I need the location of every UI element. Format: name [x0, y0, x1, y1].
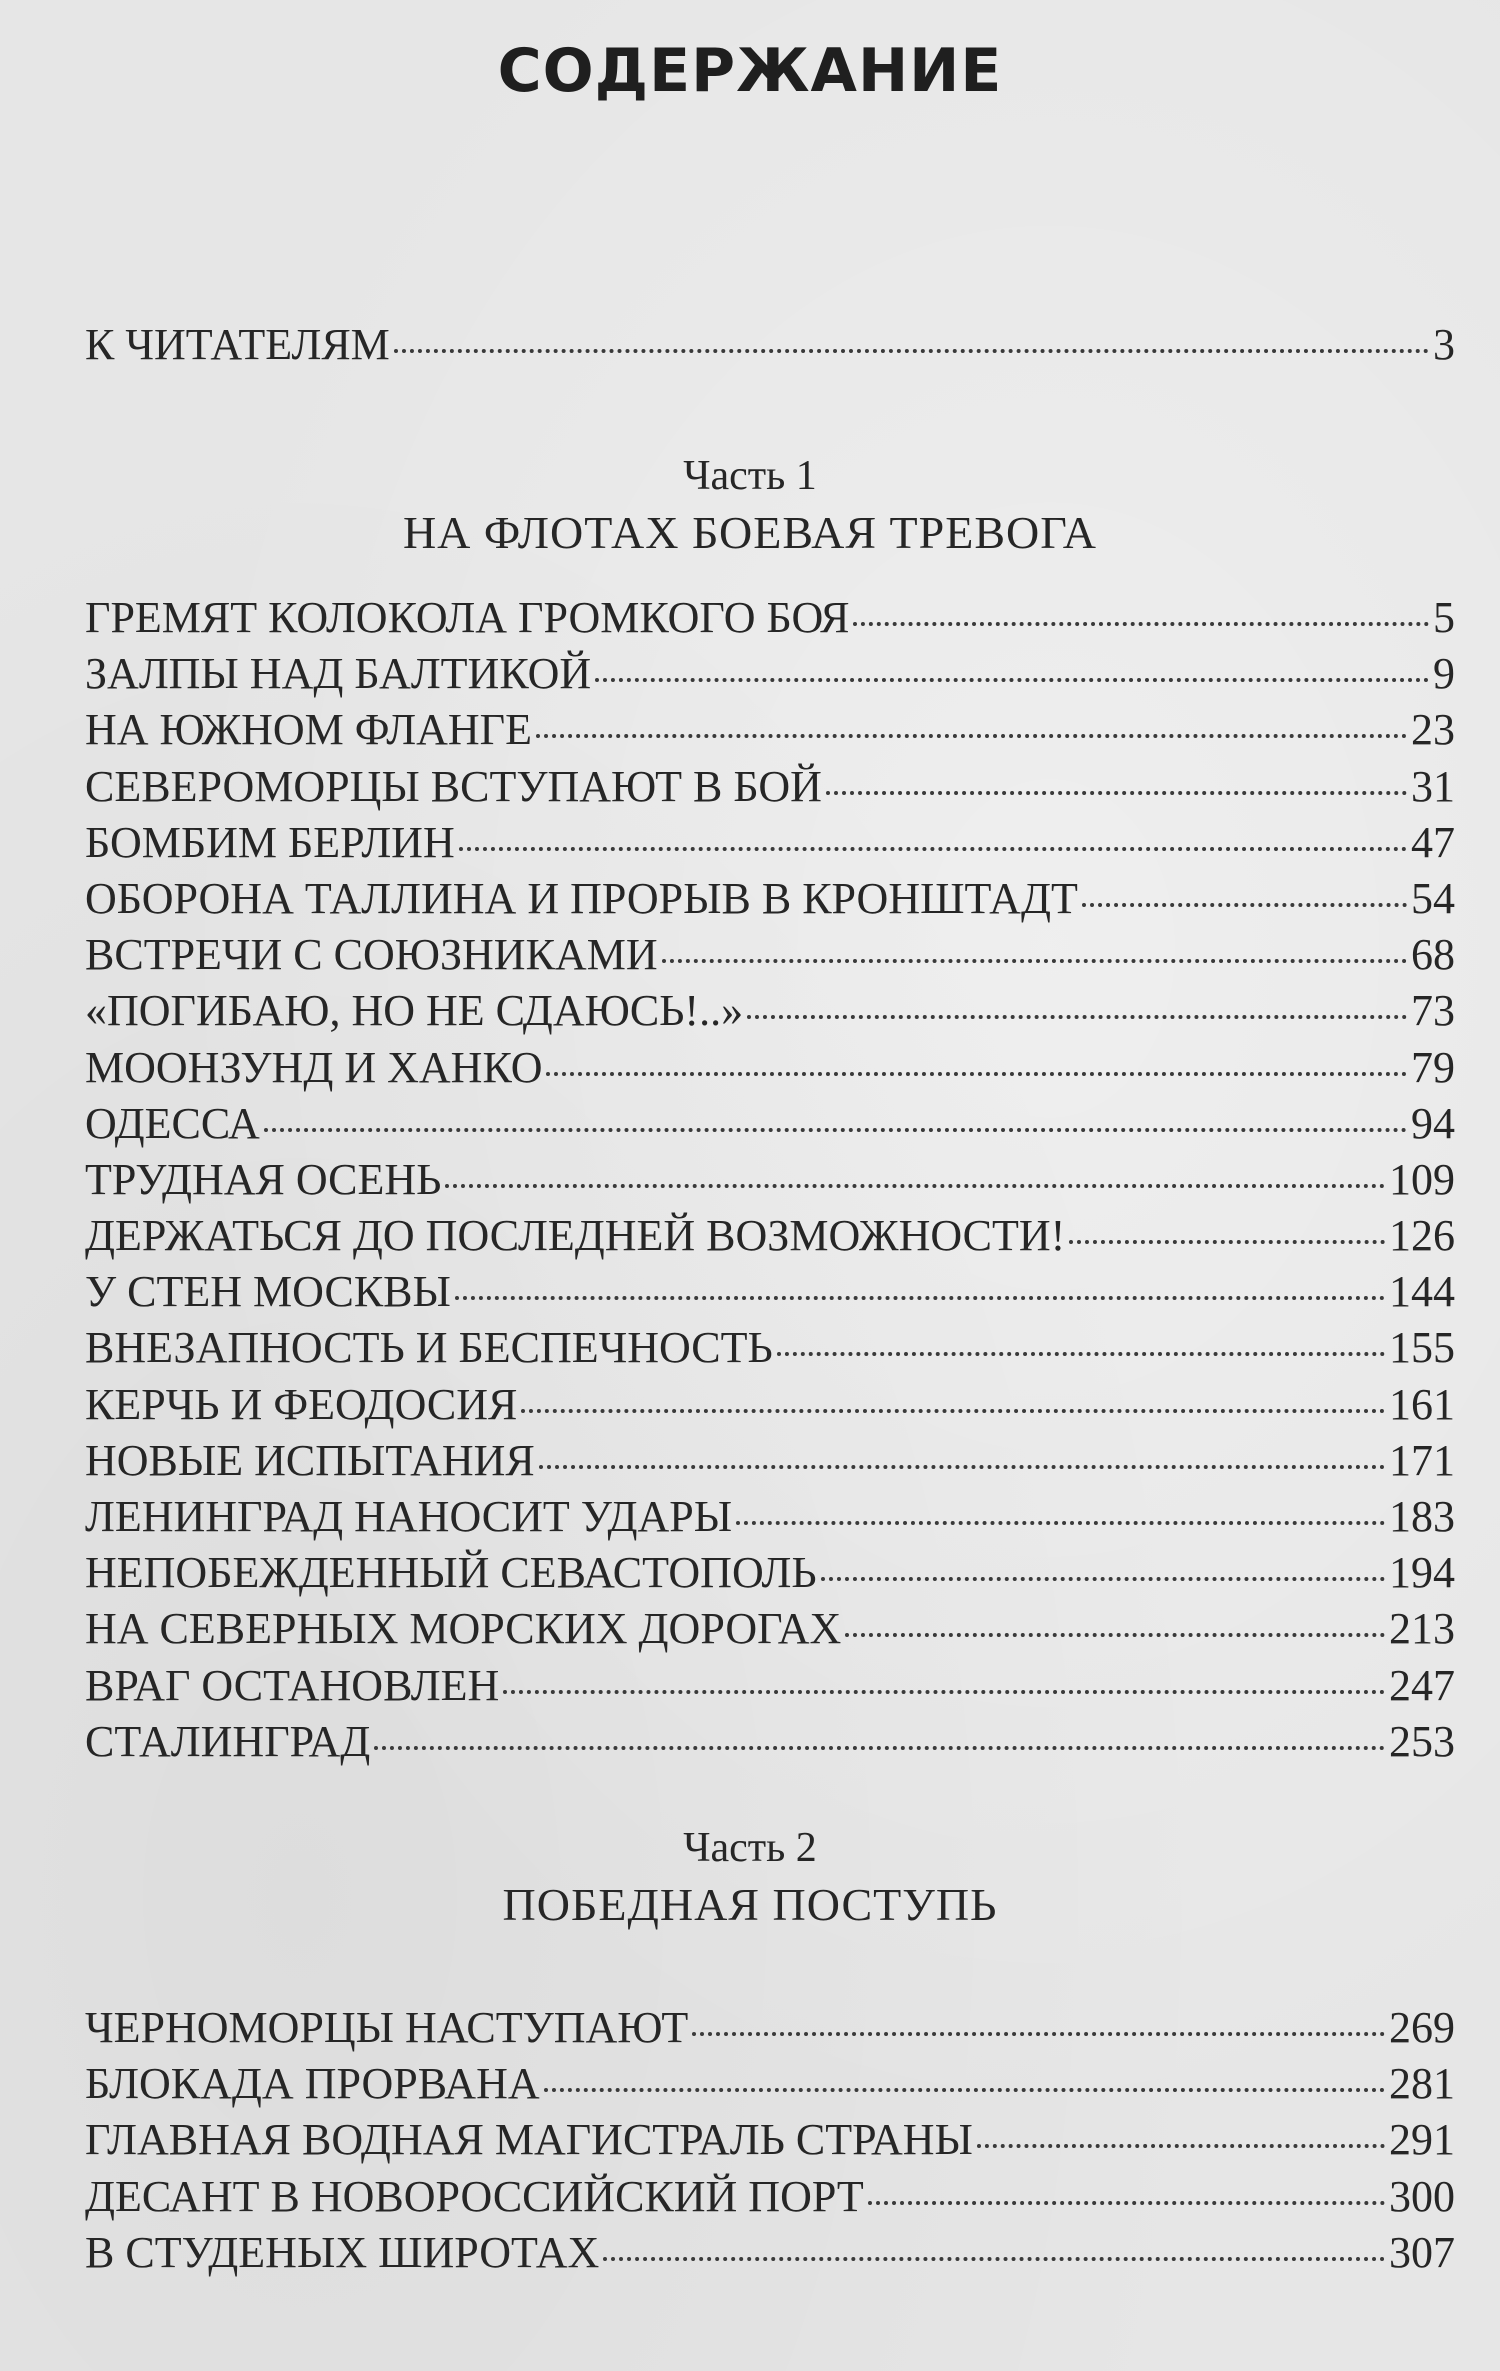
part-1-title: НА ФЛОТАХ БОЕВАЯ ТРЕВОГА — [402, 507, 1098, 558]
toc-entry[interactable] — [85, 1208, 1455, 1264]
toc-entry-page: 126 — [1389, 1211, 1455, 1261]
toc-entry[interactable] — [85, 1320, 1455, 1376]
toc-entry-title: К ЧИТАТЕЛЯМ — [85, 320, 390, 369]
toc-entry[interactable] — [85, 1433, 1455, 1489]
toc-entry[interactable] — [85, 759, 1455, 815]
toc-entry-page: 109 — [1389, 1154, 1455, 1204]
dot-leader — [603, 2257, 1385, 2261]
toc-entry-title: ВНЕЗАПНОСТЬ И БЕСПЕЧНОСТЬ — [85, 1323, 773, 1373]
toc-entry-page: 79 — [1411, 1042, 1455, 1092]
part-1-header — [0, 448, 1500, 562]
toc-entry-title: СТАЛИНГРАД — [85, 1716, 371, 1766]
toc-entry-title: ДЕРЖАТЬСЯ ДО ПОСЛЕДНЕЙ ВОЗМОЖНОСТИ! — [85, 1211, 1066, 1261]
toc-entry-page: 23 — [1411, 705, 1455, 755]
dot-leader — [546, 1072, 1407, 1076]
toc-entry-title: БЛОКАДА ПРОРВАНА — [85, 2059, 540, 2109]
dot-leader — [445, 1184, 1385, 1188]
toc-entry[interactable] — [85, 590, 1455, 646]
part-2-entries — [85, 2000, 1455, 2281]
toc-entry[interactable] — [85, 1601, 1455, 1657]
dot-leader — [544, 2088, 1385, 2092]
dot-leader — [1082, 903, 1407, 907]
dot-leader — [662, 959, 1407, 963]
dot-leader — [264, 1128, 1407, 1132]
dot-leader — [868, 2201, 1385, 2205]
toc-entry[interactable] — [85, 1658, 1455, 1714]
dot-leader — [853, 622, 1429, 626]
dot-leader — [455, 1296, 1385, 1300]
dot-leader — [459, 847, 1407, 851]
toc-entry[interactable] — [85, 702, 1455, 758]
toc-entry-title: У СТЕН МОСКВЫ — [85, 1267, 451, 1317]
dot-leader — [977, 2144, 1385, 2148]
dot-leader — [747, 1015, 1407, 1019]
dot-leader — [503, 1690, 1385, 1694]
toc-entry-page: 171 — [1389, 1435, 1455, 1485]
toc-entry-page: 247 — [1389, 1660, 1455, 1710]
toc-entry-page: 144 — [1389, 1267, 1455, 1317]
toc-entry-title: СЕВЕРОМОРЦЫ ВСТУПАЮТ В БОЙ — [85, 761, 822, 811]
toc-entry-page: 3 — [1433, 320, 1455, 369]
toc-entry[interactable] — [85, 1040, 1455, 1096]
toc-entry-title: НОВЫЕ ИСПЫТАНИЯ — [85, 1435, 535, 1485]
dot-leader — [595, 678, 1429, 682]
part-1-label: Часть 1 — [683, 453, 817, 499]
dot-leader — [821, 1577, 1385, 1581]
toc-entry-title: ВРАГ ОСТАНОВЛЕН — [85, 1660, 500, 1710]
toc-entry[interactable] — [85, 2000, 1455, 2056]
toc-entry-page: 73 — [1411, 986, 1455, 1036]
toc-entry-page: 161 — [1389, 1379, 1455, 1429]
toc-entry-title: БОМБИМ БЕРЛИН — [85, 817, 455, 867]
toc-entry-title: ТРУДНАЯ ОСЕНЬ — [85, 1154, 442, 1204]
toc-entry-title: НЕПОБЕЖДЕННЫЙ СЕВАСТОПОЛЬ — [85, 1548, 817, 1598]
toc-entry-title: ЗАЛПЫ НАД БАЛТИКОЙ — [85, 649, 592, 699]
toc-entry-page: 291 — [1389, 2115, 1455, 2165]
toc-entry-page: 307 — [1389, 2227, 1455, 2277]
dot-leader — [521, 1409, 1385, 1413]
toc-entry[interactable] — [85, 1152, 1455, 1208]
toc-entry-page: 213 — [1389, 1604, 1455, 1654]
toc-entry-page: 194 — [1389, 1548, 1455, 1598]
toc-entry-title: ОДЕССА — [85, 1098, 260, 1148]
toc-entry-title: ЛЕНИНГРАД НАНОСИТ УДАРЫ — [85, 1492, 733, 1541]
toc-entry-page: 31 — [1411, 761, 1455, 811]
toc-entry-title: МООНЗУНД И ХАНКО — [85, 1042, 543, 1092]
toc-entry-title: ЧЕРНОМОРЦЫ НАСТУПАЮТ — [85, 2003, 689, 2052]
toc-entry-page: 68 — [1411, 930, 1455, 980]
dot-leader — [845, 1633, 1385, 1637]
toc-entry[interactable] — [85, 2225, 1455, 2281]
toc-entry[interactable] — [85, 317, 1455, 373]
toc-entry[interactable] — [85, 2056, 1455, 2112]
toc-entry-page: 253 — [1389, 1716, 1455, 1766]
toc-entry-page: 269 — [1389, 2003, 1455, 2052]
toc-entry-page: 300 — [1389, 2171, 1455, 2221]
part-2-label: Часть 2 — [683, 1825, 817, 1871]
toc-entry[interactable] — [85, 2169, 1455, 2225]
toc-entry-page: 9 — [1433, 649, 1455, 699]
toc-entry-title: ДЕСАНТ В НОВОРОССИЙСКИЙ ПОРТ — [85, 2171, 864, 2221]
toc-entry-page: 54 — [1411, 873, 1455, 923]
toc-entry-page: 47 — [1411, 817, 1455, 867]
toc-entry[interactable] — [85, 871, 1455, 927]
part-2-header — [0, 1820, 1500, 1934]
toc-entry-title: ВСТРЕЧИ С СОЮЗНИКАМИ — [85, 930, 658, 980]
toc-entry[interactable] — [85, 1096, 1455, 1152]
toc-entry[interactable] — [85, 2112, 1455, 2168]
dot-leader — [692, 2032, 1385, 2036]
toc-entry[interactable] — [85, 815, 1455, 871]
part-2-title: ПОБЕДНАЯ ПОСТУПЬ — [502, 1879, 998, 1930]
toc-entry-page: 155 — [1389, 1323, 1455, 1373]
toc-entry-page: 281 — [1389, 2059, 1455, 2109]
toc-entry-title: КЕРЧЬ И ФЕОДОСИЯ — [85, 1379, 518, 1429]
toc-entry[interactable] — [85, 1264, 1455, 1320]
toc-entry[interactable] — [85, 927, 1455, 983]
dot-leader — [777, 1352, 1385, 1356]
toc-entry[interactable] — [85, 1545, 1455, 1601]
page-title: СОДЕРЖАНИЕ — [497, 36, 1003, 106]
toc-entry-page: 94 — [1411, 1098, 1455, 1148]
dot-leader — [374, 1746, 1385, 1750]
dot-leader — [394, 349, 1429, 353]
toc-entry-page: 5 — [1433, 593, 1455, 642]
toc-entry-title: «ПОГИБАЮ, НО НЕ СДАЮСЬ!..» — [85, 986, 744, 1036]
dot-leader — [539, 1465, 1385, 1469]
toc-entry[interactable] — [85, 1489, 1455, 1545]
toc-entry-title: В СТУДЕНЫХ ШИРОТАХ — [85, 2227, 600, 2277]
toc-entry-page: 183 — [1389, 1492, 1455, 1541]
dot-leader — [1069, 1240, 1385, 1244]
toc-entry-title: ГРЕМЯТ КОЛОКОЛА ГРОМКОГО БОЯ — [85, 593, 850, 642]
toc-entry[interactable] — [85, 1714, 1455, 1770]
toc-entry[interactable] — [85, 983, 1455, 1039]
dot-leader — [736, 1521, 1385, 1525]
toc-entry-title: ГЛАВНАЯ ВОДНАЯ МАГИСТРАЛЬ СТРАНЫ — [85, 2115, 973, 2165]
dot-leader — [826, 791, 1407, 795]
dot-leader — [536, 734, 1407, 738]
toc-entry[interactable] — [85, 646, 1455, 702]
intro-entry-block — [85, 317, 1455, 373]
toc-entry[interactable] — [85, 1377, 1455, 1433]
toc-entry-title: ОБОРОНА ТАЛЛИНА И ПРОРЫВ В КРОНШТАДТ — [85, 873, 1078, 923]
toc-entry-title: НА ЮЖНОМ ФЛАНГЕ — [85, 705, 532, 755]
toc-entry-title: НА СЕВЕРНЫХ МОРСКИХ ДОРОГАХ — [85, 1604, 842, 1654]
part-1-entries — [85, 590, 1455, 1770]
